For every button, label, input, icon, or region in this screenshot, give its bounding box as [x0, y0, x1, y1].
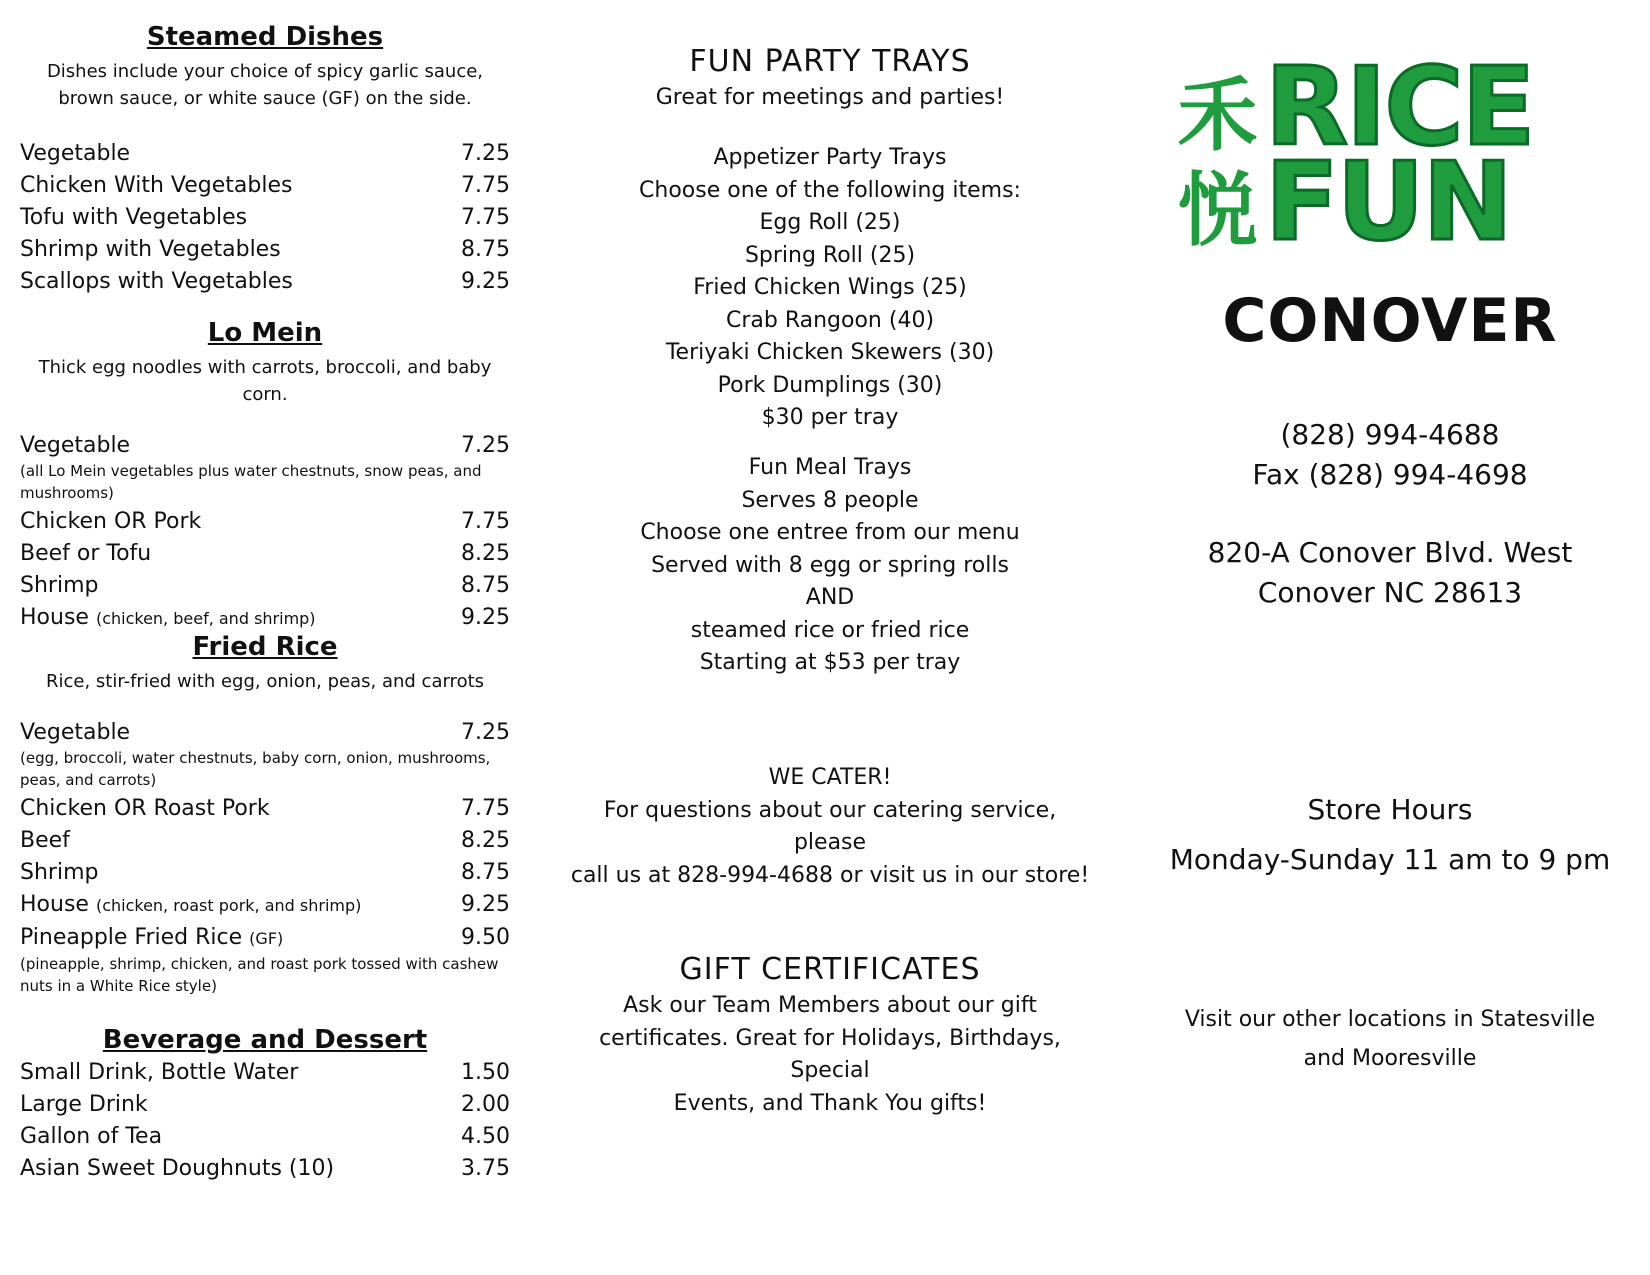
- menu-item-price: 8.25: [461, 828, 510, 853]
- section-title: Beverage and Dessert: [102, 1025, 428, 1055]
- other-locations-line: and Mooresville: [1303, 1046, 1477, 1071]
- meal-tray-line: Fun Meal Trays: [748, 455, 912, 480]
- menu-item-note: (pineapple, shrimp, chicken, and roast pork tossed with cashew nuts in a White Rice style): [20, 955, 499, 995]
- appetizer-line: Fried Chicken Wings (25): [693, 275, 967, 300]
- menu-item-detail: (chicken, roast pork, and shrimp): [95, 896, 362, 915]
- menu-item-list: [20, 430, 510, 635]
- chinese-logo-glyphs: 禾 悦: [1177, 69, 1258, 257]
- menu-item-price: 9.25: [461, 605, 510, 630]
- menu-item-name: Large Drink: [20, 1092, 148, 1117]
- catering-text-line: For questions about our catering service, please: [603, 797, 1057, 855]
- menu-item: [20, 430, 510, 462]
- menu-item: [20, 889, 510, 922]
- section-title: Lo Mein: [207, 318, 323, 348]
- menu-item: [20, 602, 510, 635]
- menu-item-price: 7.75: [461, 796, 510, 821]
- other-locations-line: Visit our other locations in Statesville: [1184, 1007, 1596, 1032]
- meal-trays-block: [570, 452, 1090, 680]
- meal-tray-line: Served with 8 egg or spring rolls: [651, 552, 1009, 578]
- info-column-right: [1160, 0, 1620, 1071]
- menu-item-name: Tofu with Vegetables: [20, 205, 248, 230]
- menu-item: [20, 170, 510, 202]
- menu-item: [20, 825, 510, 857]
- menu-item: [20, 202, 510, 234]
- menu-item-name: Beef: [20, 828, 70, 853]
- section-lomein: [20, 318, 510, 635]
- menu-item: [20, 138, 510, 170]
- section-description: Thick egg noodles with carrots, broccoli, and baby corn.: [38, 357, 492, 405]
- menu-item-name: Vegetable: [20, 433, 131, 458]
- menu-item-price: 7.75: [461, 205, 510, 230]
- rice-fun-logo: [1160, 45, 1620, 278]
- meal-tray-line: Serves 8 people: [741, 487, 919, 513]
- appetizer-trays-block: [570, 142, 1090, 435]
- menu-item: [20, 793, 510, 825]
- menu-item: [20, 570, 510, 602]
- menu-item: [20, 1057, 510, 1089]
- address-line: Conover NC 28613: [1257, 576, 1523, 609]
- menu-item-price: 8.75: [461, 237, 510, 262]
- party-trays-subtitle: Great for meetings and parties!: [655, 85, 1005, 110]
- menu-item-name: Shrimp: [20, 860, 99, 885]
- appetizer-line: Pork Dumplings (30): [717, 372, 943, 398]
- menu-item-price: 7.25: [461, 141, 510, 166]
- menu-item: [20, 857, 510, 889]
- menu-item-price: 7.25: [461, 433, 510, 458]
- menu-item-price: 7.75: [461, 173, 510, 198]
- menu-item-name: Chicken OR Roast Pork: [20, 796, 270, 821]
- menu-item-name: Shrimp: [20, 573, 99, 598]
- menu-item: [20, 1153, 510, 1185]
- menu-item-name: Chicken With Vegetables: [20, 173, 293, 198]
- appetizer-line: Appetizer Party Trays: [713, 145, 947, 170]
- catering-block: [570, 762, 1090, 892]
- menu-item: [20, 717, 510, 749]
- menu-item-price: 2.00: [461, 1092, 510, 1117]
- section-steamed: [20, 22, 510, 298]
- logo-wordmark: RICE FUN: [1265, 45, 1534, 265]
- gift-text-line: certificates. Great for Holidays, Birthdays, Special: [599, 1025, 1061, 1083]
- menu-item-name: Scallops with Vegetables: [20, 269, 293, 294]
- menu-item: [20, 1121, 510, 1153]
- menu-item: [20, 922, 510, 955]
- menu-item-price: 9.25: [461, 892, 510, 917]
- gift-block: [570, 950, 1090, 1120]
- menu-item-price: 8.75: [461, 860, 510, 885]
- hours-title: Store Hours: [1307, 793, 1473, 826]
- phone-number: (828) 994-4688: [1280, 418, 1500, 451]
- menu-item: [20, 538, 510, 570]
- gift-text-line: Events, and Thank You gifts!: [673, 1090, 987, 1116]
- gift-text-line: Ask our Team Members about our gift: [623, 993, 1037, 1018]
- menu-item-list: [20, 138, 510, 298]
- gift-title: GIFT CERTIFICATES: [679, 952, 981, 987]
- menu-item-price: 1.50: [461, 1060, 510, 1085]
- hours-text: Monday-Sunday 11 am to 9 pm: [1169, 843, 1611, 876]
- menu-item-name: Chicken OR Pork: [20, 509, 202, 534]
- party-trays-title: FUN PARTY TRAYS: [689, 44, 971, 79]
- menu-item-price: 9.25: [461, 269, 510, 294]
- menu-item-name: Gallon of Tea: [20, 1124, 163, 1149]
- menu-item: [20, 266, 510, 298]
- section-title: Steamed Dishes: [146, 22, 384, 52]
- location-name: CONOVER: [1222, 286, 1558, 356]
- menu-item-detail: (GF): [249, 929, 284, 948]
- menu-item-name: Beef or Tofu: [20, 541, 152, 566]
- menu-item: [20, 506, 510, 538]
- menu-item-price: 7.75: [461, 509, 510, 534]
- menu-item-name: House (chicken, beef, and shrimp): [20, 605, 316, 630]
- catering-title: WE CATER!: [768, 765, 892, 790]
- menu-item-name: Asian Sweet Doughnuts (10): [20, 1156, 335, 1181]
- fax-number: Fax (828) 994-4698: [1252, 458, 1528, 491]
- appetizer-line: Spring Roll (25): [744, 242, 916, 268]
- menu-item-note: (all Lo Mein vegetables plus water chestnuts, snow peas, and mushrooms): [20, 462, 482, 502]
- meal-tray-line: Choose one entree from our menu: [640, 520, 1020, 545]
- menu-item-list: [20, 717, 510, 997]
- section-description: Dishes include your choice of spicy garlic sauce, brown sauce, or white sauce (GF) on the side.: [46, 61, 484, 109]
- section-description: Rice, stir-fried with egg, onion, peas, and carrots: [45, 671, 485, 692]
- appetizer-line: Crab Rangoon (40): [725, 307, 935, 333]
- menu-item-name: House (chicken, roast pork, and shrimp): [20, 892, 362, 917]
- menu-item: [20, 234, 510, 266]
- section-beverage: [20, 1025, 510, 1185]
- menu-item-name: Pineapple Fried Rice (GF): [20, 925, 284, 950]
- gift-text: [570, 990, 1090, 1120]
- menu-item-name: Shrimp with Vegetables: [20, 237, 281, 262]
- meal-tray-line: AND: [805, 585, 855, 610]
- menu-item-price: 8.75: [461, 573, 510, 598]
- appetizer-line: Teriyaki Chicken Skewers (30): [665, 340, 995, 365]
- menu-item-price: 3.75: [461, 1156, 510, 1181]
- appetizer-line: Choose one of the following items:: [639, 177, 1021, 203]
- meal-tray-line: steamed rice or fried rice: [690, 617, 970, 643]
- section-friedrice: [20, 632, 510, 999]
- menu-item-price: 8.25: [461, 541, 510, 566]
- menu-item-name: Small Drink, Bottle Water: [20, 1060, 299, 1085]
- address-line: 820-A Conover Blvd. West: [1207, 536, 1573, 569]
- menu-item-name: Vegetable: [20, 141, 131, 166]
- menu-item: [20, 1089, 510, 1121]
- menu-item-detail: (chicken, beef, and shrimp): [95, 609, 316, 628]
- menu-item-name: Vegetable: [20, 720, 131, 745]
- menu-item-list: [20, 1057, 510, 1185]
- menu-item-price: 7.25: [461, 720, 510, 745]
- meal-tray-line: Starting at $53 per tray: [699, 650, 961, 675]
- appetizer-line: $30 per tray: [761, 405, 899, 430]
- menu-item-price: 9.50: [461, 925, 510, 950]
- menu-item-price: 4.50: [461, 1124, 510, 1149]
- menu-item-note: (egg, broccoli, water chestnuts, baby corn, onion, mushrooms, peas, and carrots): [20, 749, 491, 789]
- catering-text-line: call us at 828-994-4688 or visit us in our store!: [570, 862, 1090, 888]
- appetizer-line: Egg Roll (25): [759, 210, 901, 235]
- section-title: Fried Rice: [192, 632, 338, 662]
